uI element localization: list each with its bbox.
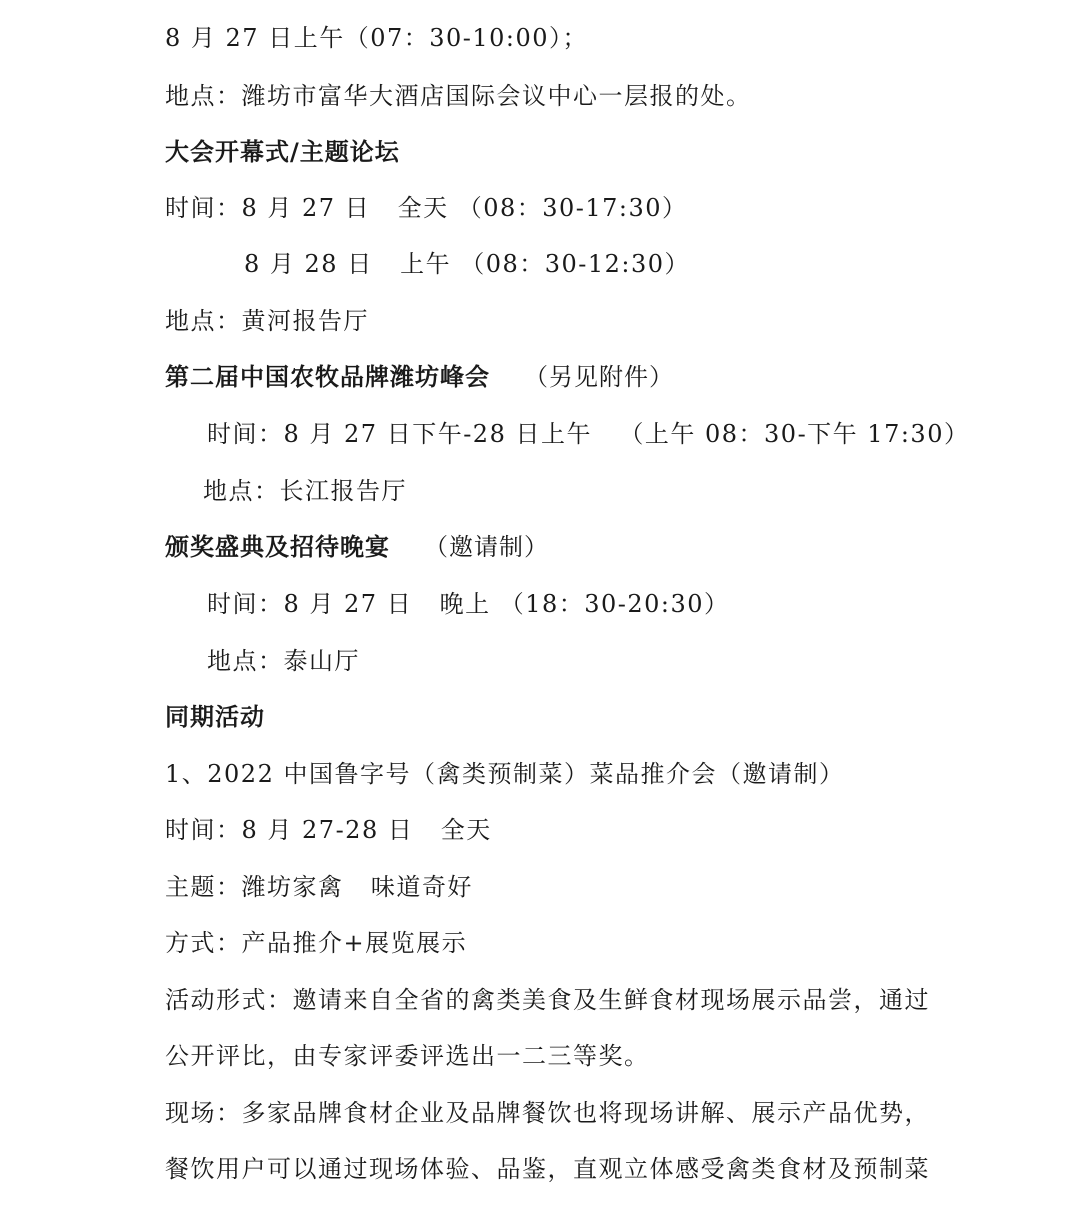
section-heading-summit — [165, 361, 674, 393]
registration-location-line: 地点：潍坊市富华大酒店国际会议中心一层报的处。 — [165, 82, 752, 110]
activity-1-onsite-line-1: 现场：多家品牌食材企业及品牌餐饮也将现场讲解、展示产品优势， — [165, 1099, 930, 1127]
opening-forum-time-line-1: 时间：8 月 27 日 全天 （08：30-17:30） — [165, 194, 688, 222]
activity-1-format-line: 方式：产品推介+展览展示 — [165, 929, 468, 957]
summit-location-line: 地点：长江报告厅 — [203, 477, 407, 505]
section-heading-awards-banquet — [165, 531, 549, 563]
awards-banquet-time-line: 时间：8 月 27 日 晚上 （18：30-20:30） — [207, 590, 730, 618]
activity-1-onsite-line-2: 餐饮用户可以通过现场体验、品鉴，直观立体感受禽类食材及预制菜 — [165, 1155, 930, 1183]
summit-time-line: 时间：8 月 27 日下午-28 日上午 （上午 08：30-下午 17:30） — [207, 420, 970, 448]
activity-1-title-line: 1、2022 中国鲁字号（禽类预制菜）菜品推介会（邀请制） — [165, 760, 845, 788]
registration-time-line: 8 月 27 日上午（07：30-10:00）； — [165, 24, 589, 52]
awards-banquet-location-line: 地点：泰山厅 — [207, 647, 360, 675]
activity-1-time-line: 时间：8 月 27-28 日 全天 — [165, 816, 492, 844]
awards-banquet-note: （邀请制） — [424, 533, 549, 561]
opening-forum-location-line: 地点：黄河报告厅 — [165, 307, 369, 335]
activity-1-description-line-1: 活动形式：邀请来自全省的禽类美食及生鲜食材现场展示品尝，通过 — [165, 986, 930, 1014]
activity-1-theme-line: 主题：潍坊家禽 味道奇好 — [165, 873, 473, 901]
awards-banquet-title: 颁奖盛典及招待晚宴 — [165, 533, 390, 561]
section-heading-concurrent-activities: 同期活动 — [165, 703, 265, 731]
activity-1-description-line-2: 公开评比，由专家评委评选出一二三等奖。 — [165, 1042, 650, 1070]
opening-forum-time-line-2: 8 月 28 日 上午 （08：30-12:30） — [244, 250, 691, 278]
section-heading-opening-forum: 大会开幕式/主题论坛 — [165, 138, 400, 166]
summit-note: （另见附件） — [524, 363, 674, 391]
summit-title: 第二届中国农牧品牌潍坊峰会 — [165, 363, 490, 391]
